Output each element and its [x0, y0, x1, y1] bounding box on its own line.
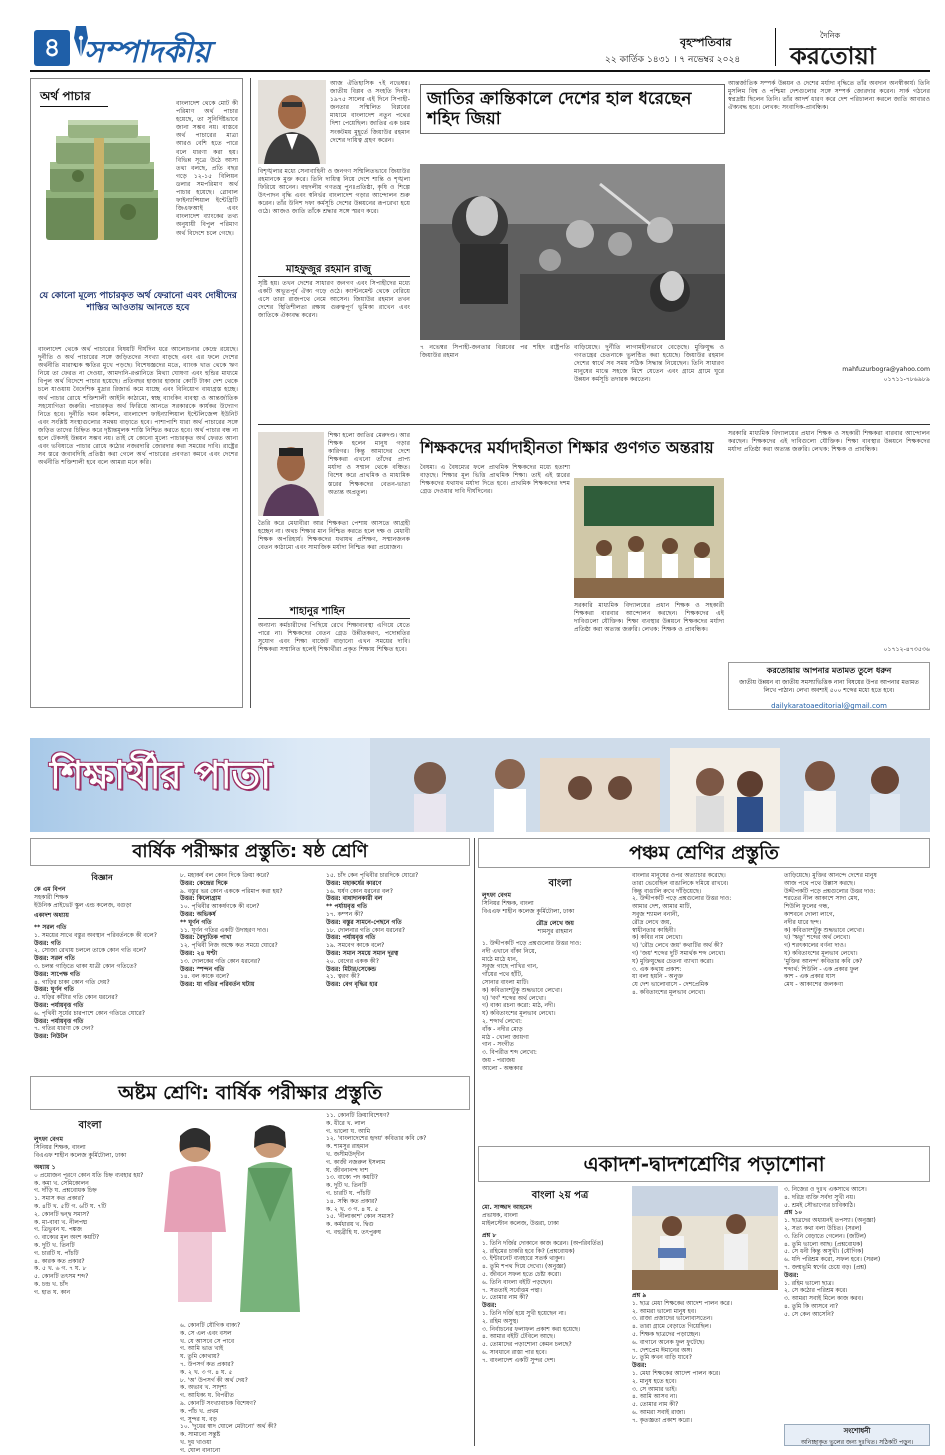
- editorial-pullquote: যে কোনো মূল্যে পাচারকৃত অর্থ ফেরানো এবং দোষীদের শাস্তির আওতায় আনতে হবে: [39, 291, 237, 313]
- qa-line: ৯. কোনটি সংখ্যাবাচক বিশেষণ?: [180, 1399, 257, 1407]
- students-reading-image: [632, 1186, 778, 1290]
- qa-line: উদ্দীপকটি পড়ে প্রশ্নগুলোর উত্তর দাও:: [784, 887, 876, 895]
- class5-poet: শামসুর রাহমান: [537, 927, 573, 935]
- qa-line: উত্তর: বাধাদানকারী বল: [326, 895, 383, 903]
- class6-heading: বার্ষিক পরীক্ষার প্রস্তুতি: ষষ্ঠ শ্রেণি: [30, 838, 470, 866]
- classroom-image: [574, 478, 724, 598]
- qa-line: ক) কবিতাংশটুকু শুদ্ধভাবে লেখো।: [482, 986, 563, 994]
- qa-line: ** ঘূর্ণন গতি: [180, 918, 212, 926]
- qa-line: ১. তিনি দর্জির দোকানে কাজ করেন। (অপরিবর্তিত): [482, 1239, 604, 1247]
- masthead-rule: [30, 70, 930, 72]
- qa-line: উত্তর: যা গতির পরিবর্তন ঘটায়: [180, 981, 255, 989]
- qa-line: ৭. উপসর্গ কত প্রকার?: [180, 1360, 234, 1368]
- qa-line: সবুজ শ্যামল বনানী,: [632, 910, 680, 918]
- ziaur-headline: জাতির ক্রান্তিকালে দেশের হাল ধরেছেন শহিদ জিয়া: [420, 84, 725, 134]
- ziaur-photo: [420, 164, 725, 340]
- qa-line: ১. ছাত্র মেধা শিক্ষকের আদেশ পালন করে।: [632, 1299, 732, 1307]
- qa-line: ৫. জীবনে সফল হতে চেষ্টা করো।: [482, 1270, 562, 1278]
- class5-subject: বাংলা: [548, 878, 572, 889]
- qa-line: ক. সে এল এবং বসল: [180, 1329, 232, 1337]
- weekday: বৃহস্পতিবার: [680, 36, 732, 49]
- qa-line: বাংলার মানুষের ওপর অত্যাচার করেছে।: [632, 872, 726, 879]
- qa-line: ১৮. দোলনার গতি কোন ধরনের?: [326, 926, 405, 934]
- qa-line: ক. মা-বাবা খ. নীলপদ্ম: [34, 1218, 88, 1226]
- class6-teacher-role: সহকারী শিক্ষক: [34, 893, 69, 901]
- class5-poem-title: রৌদ্র লেখে জয়: [536, 920, 574, 927]
- money-stack-image: [38, 112, 168, 248]
- qa-line: শিউলি ফুলের গন্ধ,: [784, 903, 830, 911]
- qa-line: ২. কোনটি দ্বন্দ্ব সমাস?: [34, 1210, 90, 1218]
- qa-line: ঘ) মুক্তিযুদ্ধের চেতনা ব্যাখ্যা করো।: [632, 957, 714, 965]
- qa-line: ৪. আমি আসব না।: [632, 1393, 678, 1401]
- class11-subject: বাংলা ২য় পত্র: [531, 1190, 589, 1201]
- qa-line: উত্তর:: [784, 1271, 799, 1279]
- qa-line: ৯. বস্তুর ভর কোন এককে পরিমাপ করা হয়?: [180, 887, 283, 895]
- class5-questions-col2: [632, 872, 778, 1140]
- qa-line: ২. মানুষ হতে হবে।: [632, 1377, 677, 1385]
- qa-line: মাঠ - খোলা জায়গা: [482, 1033, 529, 1041]
- qa-line: গ. দাঁড়ি ঘ. প্রশ্নবোধক চিহ্ন: [34, 1187, 97, 1195]
- class6-teacher-block: [34, 886, 174, 912]
- qa-line: ৭. গতির ধারণা কে দেন?: [34, 1025, 94, 1033]
- issue-date: ২২ কার্তিক ১৪৩১ । ৭ নভেম্বর ২০২৪: [605, 55, 741, 65]
- qa-line: উত্তর: বৈদ্যুতিক পাখা: [180, 934, 232, 942]
- qa-line: ক. কমা খ. সেমিকোলন: [34, 1179, 89, 1187]
- qa-line: ১১. কোনটি ক্রিয়াবিশেষণ?: [326, 1112, 390, 1119]
- qa-line: ৫. শ্রমই সৌভাগ্যের চাবিকাঠি।: [784, 1201, 856, 1209]
- byline-rule: [258, 618, 410, 619]
- class8-teacher-block: [34, 1136, 146, 1162]
- qa-line: ক. চন্দ্র খ. চাঁদ: [34, 1280, 68, 1288]
- qa-line: উত্তর: অভিকর্ষ: [180, 910, 216, 918]
- qa-line: ক. ২ খ. ৩ গ. ৪ ঘ. ৫: [326, 1205, 379, 1213]
- correction-box: [784, 1424, 930, 1446]
- qa-line: গ. আধিক্য ঘ. বিপরীত: [180, 1392, 234, 1400]
- qa-line: উত্তর: ২৪ ঘণ্টা: [180, 949, 218, 957]
- class8-subject: বাংলা: [78, 1120, 102, 1131]
- qa-line: ক. পাঁচ খ. প্রথম: [180, 1407, 219, 1415]
- qa-line: ক. সামান্যে সন্তুষ্ট: [180, 1431, 221, 1439]
- qa-line: ৬. বাগানে অনেক ফুল ফুটেছে।: [632, 1338, 705, 1346]
- qa-line: নদী এখানে বাঁকা নিয়ে,: [482, 947, 537, 955]
- teachers-intro: শিক্ষা হলো জাতির মেরুদণ্ড। আর শিক্ষক হলেন মানুষ গড়ার কারিগর। কিন্তু আমাদের দেশে শিক্ষকরা এখনো তাঁদের প্রাপ্য মর্যাদা ও সম্মান থেকে বঞ্চিত। বিশেষ করে প্রাথমিক ও মাধ্যমিক স্তরের শিক্ষকদের বেতন-ভাতা অত্যন্ত অপ্রতুল।: [328, 432, 410, 496]
- qa-line: ৩. আমরা সবাই মিলে কাজ করব।: [784, 1295, 864, 1303]
- qa-line: ক. কর্মধারয় খ. দ্বিগু: [326, 1221, 374, 1229]
- qa-line: গান - সংগীত: [482, 1041, 514, 1049]
- qa-line: ক. অভাব খ. সাদৃশ্য: [180, 1384, 227, 1392]
- class5-questions-col3: [784, 872, 930, 1140]
- qa-line: গ. চারটি ঘ. পাঁচটি: [34, 1249, 79, 1257]
- qa-line: ৪. কারক কত প্রকার?: [34, 1257, 85, 1265]
- qa-line: ৫. তোমাদের পড়াশোনা কেমন চলছে?: [482, 1341, 572, 1349]
- ziaur-intro: আজ ঐতিহাসিক ৭ই নভেম্বর। জাতীয় বিপ্লব ও সংহতি দিবস। ১৯৭৫ সালের এই দিনে সিপাহী-জনতার সম্মিলিত বিপ্লবের মাধ্যমে বাংলাদেশ নতুন পথের দিশা পেয়েছিল। জাতির এক চরম সংকটময় মুহূর্তে জিয়াউর রহমান দেশের দায়িত্ব গ্রহণ করেন।: [330, 80, 410, 144]
- qa-line: কিন্তু বাঙালি রুখে দাঁড়িয়েছে।: [632, 887, 702, 895]
- qa-line: ৬. কোনটি যৌগিক বাক্য?: [180, 1322, 241, 1329]
- class11-school: মাইলস্টোন কলেজ, উত্তরা, ঢাকা: [482, 1219, 559, 1227]
- class6-chapter: একাদশ অধ্যায়: [34, 912, 69, 919]
- class6-school: ইউনিক প্রাইভেট স্কুল এন্ড কলেজ, বগুড়া: [34, 901, 132, 909]
- qa-line: উত্তর: ঘূর্ণন গতি: [34, 986, 74, 994]
- qa-line: উত্তর: কেন্দ্রের দিকে: [180, 879, 228, 887]
- class5-heading: পঞ্চম শ্রেণির প্রস্তুতি: [478, 838, 930, 868]
- class5-teacher-block: [482, 892, 628, 918]
- paper-logo: করতোয়া: [790, 41, 876, 70]
- qa-line: খ. জসীমউদ্‌দীন: [326, 1150, 365, 1158]
- qa-line: গ. ভালো ঘ. আমি: [326, 1127, 371, 1135]
- qa-line: উত্তর: বস্তুর সামনে-পেছনে গতি: [326, 918, 402, 926]
- qa-line: ২. রহিম অসুস্থ।: [482, 1317, 519, 1325]
- qa-line: মেঘ - আকাশের জলকণা: [784, 981, 843, 989]
- author-portrait-shahin: [258, 432, 324, 516]
- classroom-photo: [574, 478, 724, 598]
- qa-line: ১. ছাত্রদের অধ্যয়নই তপস্যা। (অনুজ্ঞা): [784, 1217, 876, 1225]
- qa-line: ৪. তুমি ভালো আছ। (প্রশ্নবোধক): [784, 1240, 863, 1248]
- qa-line: ৭. কৃতজ্ঞতা প্রকাশ করো।: [632, 1416, 692, 1424]
- qa-line: ঘ. জীবনানন্দ দাশ: [326, 1166, 369, 1174]
- qa-line: আজ পথে পথে উল্লাস করছে।: [784, 879, 856, 887]
- qa-line: ১৭. কম্পন কী?: [326, 910, 364, 918]
- qa-line: ৭. সততাই সর্বোত্তম পন্থা।: [482, 1286, 542, 1294]
- qa-line: গ. আমি ভাত খাই: [180, 1345, 224, 1353]
- class5-questions-col1: [482, 940, 628, 1140]
- editorial-body: বাংলাদেশ থেকে অর্থ পাচারের বিষয়টি দীর্ঘদিন ধরে আলোচনার কেন্দ্রে রয়েছে। দুর্নীতি ও অর্থ পাচারের সঙ্গে জড়িতদের সংখ্যা বাড়ছে এবং এর ফলে দেশের অর্থনীতি মারাত্মক ক্ষতির মুখে পড়ছে। বিশেষজ্ঞদের মতে, ব্যাংক খাত থেকে ঋণ নিয়ে তা ফেরত না দেওয়া, আমদানি-রপ্তানিতে মিথ্যা ঘোষণা এবং হুন্ডির মাধ্যমে বিপুল অর্থ বিদেশে পাচার হয়েছে। প্রতিবছর হাজার হাজার কোটি টাকা দেশ থেকে চলে যাওয়ায় বৈদেশিক মুদ্রার রিজার্ভ কমে যাচ্ছে এবং বিনিয়োগ বাধাগ্রস্ত হচ্ছে। অর্থ পাচার রোধে শক্তিশালী আইনি কাঠামো, স্বচ্ছ ব্যাংকিং ব্যবস্থা ও আন্তর্জাতিক সহযোগিতা জরুরি। পাচারকৃত অর্থ ফিরিয়ে আনতে সরকারকে কার্যকর উদ্যোগ নিতে হবে। দুর্নীতি দমন কমিশন, বাংলাদেশ ফাইন্যান্সিয়াল ইন্টেলিজেন্স ইউনিট এবং সংশ্লিষ্ট সংস্থাগুলোর সমন্বয় বাড়াতে হবে। পাশাপাশি যারা অর্থ পাচারের সঙ্গে জড়িত তাদের চিহ্নিত করে দৃষ্টান্তমূলক শাস্তি নিশ্চিত করতে হবে। অর্থ পাচার বন্ধ না হলে টেকসই উন্নয়ন সম্ভব নয়। তাই যে কোনো মূল্যে পাচারকৃত অর্থ ফেরত আনা এবং ভবিষ্যতে পাচার রোধে কঠোর নজরদারি জোরদার করা সময়ের দাবি। রাষ্ট্রের সব স্তরে জবাবদিহি প্রতিষ্ঠা করা গেলে অর্থ পাচারের প্রবণতা কমবে এবং দেশের অর্থনীতি শক্তিশালী হবে বলে আমরা মনে করি।: [38, 346, 238, 467]
- qa-line: ঘ) কবিতাংশের মূলভাব লেখো।: [784, 949, 858, 957]
- qa-line: মাঠে মাঠে ধান,: [482, 955, 518, 963]
- qa-line: ৫. শিক্ষক ছাত্রদের পড়াচ্ছেন।: [632, 1330, 701, 1338]
- ziaur-col5: আন্তর্জাতিক সম্পর্ক উন্নয়ন ও দেশের মর্যাদা বৃদ্ধিতে তাঁর অবদান অনস্বীকার্য। তিনি মুসলিম বিশ্ব ও পশ্চিমা দেশগুলোর সঙ্গে সম্পর্ক জোরদার করেন। সার্ক গঠনের স্বপ্নদ্রষ্টা ছিলেন তিনি। তাঁর আদর্শ ধারণ করে দেশ পরিচালনা করলে জাতি আবারও ঐক্যবদ্ধ হবে। লেখক: সংবাদিক-প্রাবন্ধিক।: [728, 80, 930, 112]
- qa-line: ৭. দেশপ্রেম ঈমানের অঙ্গ।: [632, 1346, 693, 1354]
- qa-line: ৩. চলন্ত গাড়িতে থাকা যাত্রী কোন গতিতে?: [34, 962, 137, 970]
- qa-line: ঘ) কবিতাংশের মূলভাব লেখো।: [482, 1010, 556, 1018]
- class6-questions-col1: [34, 924, 174, 1064]
- column-rule: [474, 838, 475, 1446]
- qa-line: ৩. ইন্টারনেট ব্যবহারে সতর্ক থাকুন।: [482, 1255, 565, 1263]
- qa-line: উত্তর:: [632, 1362, 647, 1370]
- qa-line: ১. উদ্দীপকটি পড়ে প্রশ্নগুলোর উত্তর দাও:: [482, 940, 582, 947]
- qa-line: খ) 'ঋতু' শব্দের অর্থ লেখো।: [784, 934, 851, 942]
- qa-line: ১৬. ঘর্ষণ কোন ধরনের বল?: [326, 887, 393, 895]
- qa-line: তাড়িয়েছে। মুক্তির আনন্দে দেশের মানুষ: [784, 872, 877, 879]
- qa-line: গাঁয়ের পথে হাঁটি,: [482, 971, 523, 979]
- qa-line: খ) 'রৌদ্র লেখে জয়' কথাটির অর্থ কী?: [632, 942, 723, 950]
- qa-line: কাশবনে দোলা লাগে,: [784, 910, 835, 918]
- qa-line: ১২. পৃথিবী নিজ অক্ষে কত সময়ে ঘোরে?: [180, 942, 278, 950]
- qa-line: ৮. 'অ' উপসর্গ কী অর্থ দেয়?: [180, 1376, 248, 1384]
- section-title: সম্পাদকীয়: [84, 35, 211, 70]
- qa-line: গ) 'জয়' শব্দের দুটি সমার্থক শব্দ লেখো।: [632, 949, 726, 957]
- qa-line: তারা ভেবেছিল বাঙালিকে দমিয়ে রাখবে।: [632, 879, 729, 887]
- contact-email[interactable]: dailykaratoaeditorial@gmail.com: [771, 702, 887, 710]
- qa-line: ৩. রাজা প্রজাদের ভালোবাসতেন।: [632, 1315, 713, 1323]
- qa-line: ৩. সে আমার ভাই।: [632, 1385, 677, 1393]
- qa-line: কাশ - এক প্রকার ঘাস: [784, 973, 836, 981]
- qa-line: ক) কবিতাংশটুকু শুদ্ধভাবে লেখো।: [784, 926, 865, 934]
- teachers-byline: শাহানুর শাহিন: [290, 606, 345, 617]
- qa-line: ৬. পৃথিবী সূর্যের চারপাশে কোন গতিতে ঘোরে?: [34, 1009, 145, 1017]
- qa-line: ৩. এক কথায় প্রকাশ:: [632, 965, 682, 973]
- qa-line: ঘ. তুমি কোথায়?: [180, 1353, 220, 1361]
- qa-line: প্রশ্ন ৯: [632, 1292, 647, 1299]
- qa-line: ৩. নির্বাচনের ফলাফল প্রকাশ করা হয়েছে।: [482, 1325, 581, 1333]
- qa-line: ৬. আমরা সবাই রাজা।: [632, 1408, 686, 1416]
- qa-line: ১০. পৃথিবীর আকর্ষণকে কী বলে?: [180, 903, 260, 911]
- qa-line: ৩. বাক্যের মূল অংশ কয়টি?: [34, 1234, 100, 1242]
- qa-line: উত্তর: সমান সময়ে সমান দূরত্ব: [326, 949, 399, 957]
- class5-poem-block: [482, 920, 628, 938]
- qa-line: ৮. মহাকর্ষ বল কোন দিকে ক্রিয়া করে?: [180, 872, 270, 879]
- qa-line: ৭. জন্মভূমি স্বর্গের চেয়ে বড়। (প্রশ্ন): [784, 1263, 867, 1271]
- qa-line: ৫. তোমার নাম কী?: [632, 1401, 679, 1409]
- qa-line: ৬. সাবধানে রাস্তা পার হবে।: [482, 1348, 547, 1356]
- class8-teacher-role: সিনিয়র শিক্ষক, বাংলা: [34, 1143, 86, 1151]
- class5-teacher: লুৎফা বেগম: [482, 892, 511, 899]
- class11-questions-col3: [784, 1186, 930, 1422]
- correction-text: অনিচ্ছাকৃত ভুলের জন্য দুঃখিত। সঠিকটি পড়ুন।: [800, 1439, 914, 1446]
- class6-questions-col2: [180, 872, 320, 1072]
- paper-prefix: দৈনিক: [820, 31, 841, 40]
- ziaur-col4: বাড়িয়েছে। দুর্নীতি লাগামহীনভাবে বেড়েছে। মুক্তিযুদ্ধ ও গণতন্ত্রের চেতনাকে ভুলণ্ঠিত করা হয়েছে। জিয়াউর রহমান দেশের স্বার্থে সব সময় সঠিক সিদ্ধান্ত নিয়েছেন। তিনি সাধারণ মানুষের মাঝে সহজে মিশে যেতেন এবং গ্রামে গ্রামে ঘুরে উন্নয়ন কর্মসূচি তদারক করতেন।: [574, 344, 724, 384]
- correction-title: সংশোধনী: [843, 1427, 871, 1435]
- qa-line: ক. দুটি খ. তিনটি: [34, 1241, 75, 1249]
- qa-line: রৌদ্র লেখে জয়,: [632, 918, 672, 926]
- portrait-image: [258, 80, 326, 164]
- student-page-title: শিক্ষার্থীর পাতা: [50, 752, 272, 797]
- qa-line: উত্তর: সরল গতি: [34, 955, 75, 963]
- class11-heading: একাদশ-দ্বাদশশ্রেণির পড়াশোনা: [478, 1146, 930, 1182]
- masthead-divider: [775, 28, 776, 66]
- qa-line: উত্তর: পর্যায়বৃত্ত গতি: [34, 1001, 84, 1009]
- contact-title: করতোয়ায় আপনার মতামত তুলে ধরুন: [766, 666, 892, 675]
- teachers-phone: ০১৭১২-৪৭৩৫৩৬: [883, 646, 930, 653]
- qa-line: ৮. তোমার নাম কী?: [482, 1294, 529, 1302]
- qa-line: ১২. 'বাংলাদেশের হৃদয়' কবিতার কবি কে?: [326, 1135, 427, 1143]
- qa-line: ২. সত্য কথা বলা উচিত। (সরল): [784, 1224, 862, 1232]
- student-page-banner: [30, 738, 930, 832]
- editorial-side-text: বাংলাদেশ থেকে মোট কী পরিমাণ অর্থ পাচার হয়েছে, তা সুনির্দিষ্টভাবে জানা সম্ভব নয়। বাস্তবে অর্থ পাচারের মাত্রা আরও বেশি হতে পারে বলে ধারণা করা হয়। বিভিন্ন সূত্রে উঠে আসা তথ্য বলছে, প্রতি বছর গড়ে ১২-১৫ বিলিয়ন ডলার সমপরিমাণ অর্থ পাচার হয়েছে। গ্লোবাল ফাইন্যান্সিয়াল ইন্টেগ্রিটি জিএফআই এবং বাংলাদেশ ব্যাংকের তথ্য অনুযায়ী বিপুল পরিমাণ অর্থ বিদেশে চলে গেছে।: [176, 100, 238, 237]
- qa-line: ক. দুটি খ. তিনটি: [326, 1182, 367, 1190]
- ziaur-email: mahfuzurbogra@yahoo.com: [842, 366, 930, 373]
- qa-line: ৬. তিনি বাংলা বইটি পড়ছেন।: [482, 1278, 553, 1286]
- qa-line: ১৯. সমবেগ কাকে বলে?: [326, 942, 385, 950]
- qa-line: যে দেশ ভালোবাসে - দেশপ্রেমিক: [632, 981, 709, 989]
- qa-line: শরতের নীল আকাশে সাদা মেঘ,: [784, 895, 860, 903]
- qa-line: ক) কবির নাম লেখো।: [632, 934, 683, 942]
- qa-line: ১. তিনি দর্জি হয়ে সুখী হয়েছেন না।: [482, 1309, 566, 1317]
- qa-line: উত্তর: পর্যায়বৃত্ত গতি: [34, 1017, 84, 1025]
- qa-line: ২. শব্দার্থ লেখো:: [482, 1017, 523, 1025]
- qa-line: উত্তর: স্পন্দন গতি: [180, 965, 225, 973]
- qa-line: গ. বহুব্রীহি ঘ. তৎপুরুষ: [326, 1228, 381, 1236]
- page-number-badge: ৪: [34, 30, 70, 66]
- qa-line: প্রশ্ন ১০: [784, 1209, 803, 1217]
- qa-line: অধ্যায় ১: [34, 1164, 56, 1171]
- class11-teacher-role: প্রভাষক, বাংলা: [482, 1211, 518, 1219]
- qa-line: ১১. ঘূর্ণন গতির একটি উদাহরণ দাও।: [180, 926, 269, 934]
- qa-line: ১৪. সন্ধি কত প্রকার?: [326, 1197, 378, 1205]
- qa-line: ৬. যদি পরিশ্রম করো, সফল হবে। (সরল): [784, 1256, 881, 1264]
- editorial-title: অর্থ পাচার: [40, 89, 91, 103]
- qa-line: গ) বাক্য রচনা করো: মাঠ, নদী।: [482, 1002, 556, 1010]
- qa-line: গ. হাত ঘ. কান: [34, 1288, 71, 1296]
- qa-line: উত্তর: কিলোগ্রাম: [180, 895, 221, 903]
- qa-line: ৫. কোনটি তৎসম শব্দ?: [34, 1273, 89, 1281]
- ziaur-phone: ০১৭১১-৭৮৬৯৮৯: [883, 376, 930, 383]
- qa-line: যা বলা হয়নি - অনুক্ত: [632, 973, 684, 981]
- class11-teacher-block: [482, 1204, 628, 1230]
- qa-line: গ. চারটি ঘ. পাঁচটি: [326, 1189, 371, 1197]
- qa-line: ৫. সে ধনী কিন্তু অসুখী। (যৌগিক): [784, 1248, 864, 1256]
- class6-questions-col3: [326, 872, 466, 1072]
- teachers-col4: বৈষম্য। এ বৈষম্যের ফলে প্রাথমিক শিক্ষকদের মধ্যে হতাশা বাড়ছে। শিক্ষার মূল ভিত্তি প্রাথমিক শিক্ষা। তাই এই স্তরের শিক্ষকদের যথাযথ মর্যাদা দিতে হবে। প্রাথমিক শিক্ষকদের দশম গ্রেড দেওয়ার দাবি দীর্ঘদিনের।: [420, 464, 570, 496]
- students-collage-image: [370, 738, 930, 832]
- qa-line: ৮. তুমি কখন বাড়ি যাবে?: [632, 1354, 692, 1362]
- teachers-col3: অন্যান্য কর্মচারীদের পিছিয়ে রেখে শিক্ষাব্যবস্থা এগিয়ে যেতে পারে না। শিক্ষকদের বেতন গ্রেড উন্নীতকরণ, পদোন্নতির সুযোগ এবং শিক্ষা বাজেট বাড়ানো এখন সময়ের দাবি। শিক্ষকরা সম্মানিত হলেই শিক্ষার্থীরা প্রকৃত শিক্ষায় শিক্ষিত হবে।: [258, 622, 410, 654]
- qa-line: ২১. ত্বরণ কী?: [326, 973, 360, 981]
- opinion-contact-box: [728, 662, 930, 710]
- qa-line: ১. রহিম ভালো ছাত্র।: [784, 1279, 834, 1287]
- qa-line: ৪. দরিদ্র ব্যক্তি সর্বদা সুখী নয়।: [784, 1193, 856, 1201]
- qa-line: ১৪. বল কাকে বলে?: [180, 973, 230, 981]
- qa-line: উত্তর: নিউটন: [34, 1033, 68, 1041]
- class8-questions-col2: [180, 1322, 320, 1454]
- qa-line: উত্তর: মহাকর্ষের কারণে: [326, 879, 382, 887]
- class11-questions-col1: [482, 1232, 628, 1446]
- teachers-intro-cont: তৈরি করে মেধাবীরা আর শিক্ষকতা পেশায় আসতে আগ্রহী হচ্ছেন না। অথচ শিক্ষার মান নিশ্চিত করতে হলে দক্ষ ও মেধাবী শিক্ষক অপরিহার্য। শিক্ষকদের যথাযথ প্রশিক্ষণ, সম্মানজনক বেতন কাঠামো এবং সামাজিক মর্যাদা নিশ্চিত করা প্রয়োজন।: [258, 520, 410, 552]
- qa-line: ক. ধীরে খ. লাল: [326, 1119, 366, 1127]
- qa-line: ১৫. 'নীলাকাশ' কোন সমাস?: [326, 1213, 394, 1221]
- qa-line: ৪. তুমি শপথ দিয়ে দেখো। (অনুজ্ঞা): [482, 1263, 566, 1271]
- qa-line: ৪. তুমি কি আসবে না?: [784, 1302, 839, 1310]
- qa-line: ** পর্যায়বৃত্ত গতি: [326, 903, 368, 911]
- teachers-col5: সরকারি মাধ্যমিক বিদ্যালয়ের প্রধান শিক্ষক ও সহকারী শিক্ষকরা বারবার আন্দোলন করছেন। শিক্ষকদের এই দাবিগুলো যৌক্তিক। শিক্ষা ব্যবস্থার উন্নয়নে শিক্ষকদের মর্যাদা প্রতিষ্ঠা করা অত্যন্ত জরুরি। লেখক: শিক্ষক ও প্রাবন্ধিক।: [574, 602, 724, 634]
- teachers-col6: সরকারি মাধ্যমিক বিদ্যালয়ের প্রধান শিক্ষক ও সহকারী শিক্ষকরা বারবার আন্দোলন করছেন। শিক্ষকদের এই দাবিগুলো যৌক্তিক। শিক্ষা ব্যবস্থার উন্নয়নে শিক্ষকদের মর্যাদা প্রতিষ্ঠা করা অত্যন্ত জরুরি। লেখক: শিক্ষক ও প্রাবন্ধিক।: [728, 430, 930, 454]
- qa-line: ৪. কবিতাংশের মূলভাব লেখো।: [632, 988, 706, 996]
- masthead: [0, 0, 945, 74]
- class8-school: বিএএফ শাহীন কলেজ কুর্মিটোলা, ঢাকা: [34, 1151, 127, 1159]
- class11-teacher: মো. সাজ্জাদ আহমেদ: [482, 1204, 532, 1211]
- qa-line: 'মুক্তির আনন্দ' কবিতার কবি কে?: [784, 957, 863, 965]
- qa-line: ১. মেধা শিক্ষকের আদেশ পালন করে।: [632, 1369, 721, 1377]
- qa-line: খ) 'বর্ণ' শব্দের অর্থ লেখো।: [482, 994, 546, 1002]
- qa-line: আমার দেশ, আমার মাটি,: [632, 903, 692, 911]
- qa-line: ৩. নিজের ও দুঃখ একসাথে আসে।: [784, 1186, 867, 1193]
- ziaur-col2: বিশৃঙ্খলার মধ্যে সেনাবাহিনী ও জনগণ সম্মিলিতভাবে জিয়াউর রহমানকে মুক্ত করে। তিনি দায়িত্ব নিয়ে দেশে শান্তি ও শৃঙ্খলা ফিরিয়ে আনেন। বহুদলীয় গণতন্ত্র পুনঃপ্রতিষ্ঠা, কৃষি ও শিল্পে উৎপাদন বৃদ্ধি এবং স্বনির্ভর বাংলাদেশ গড়ার আন্দোলন শুরু করেন। তাঁর উনিশ দফা কর্মসূচি দেশের উন্নয়নের রূপরেখা হয়ে ওঠে। আজও জাতি তাঁকে শ্রদ্ধার সঙ্গে স্মরণ করে।: [258, 168, 410, 216]
- qa-line: উত্তর: গতি: [34, 939, 61, 947]
- qa-line: ১৩. দোলকের গতি কোন ধরনের?: [180, 957, 261, 965]
- qa-line: ৫. ঘড়ির কাঁটার গতি কোন ধরনের?: [34, 994, 118, 1002]
- qa-line: নদীর ধারে ছন্দ।: [784, 918, 821, 926]
- qa-line: ১৫. চাঁদ কেন পৃথিবীর চারদিকে ঘোরে?: [326, 872, 419, 879]
- qa-line: উত্তর: পর্যায়বৃত্ত গতি: [326, 934, 376, 942]
- class8-heading: অষ্টম শ্রেণি: বার্ষিক পরীক্ষার প্রস্তুতি: [30, 1076, 470, 1110]
- qa-line: উত্তর:: [482, 1302, 497, 1310]
- qa-line: ০ প্রয়োজন পূরণে কোন যতি চিহ্ন ব্যবহার হয়?: [34, 1171, 144, 1179]
- qa-line: সবুজ গাছে পাখির গান,: [482, 963, 539, 971]
- author-portrait-mahfuz: [258, 80, 326, 164]
- qa-line: ৪. গাড়ির চাকা কোন গতি দেয়?: [34, 978, 110, 986]
- qa-line: গ. কাজী নজরুল ইসলাম: [326, 1158, 386, 1166]
- qa-line: ৫. সে কেন আসেনি?: [784, 1310, 834, 1318]
- qa-line: গ) শরৎকালের বর্ণনা দাও।: [784, 942, 846, 950]
- qa-line: ১৩. বাক্যে পদ কয়টি?: [326, 1174, 378, 1182]
- qa-line: খ. যে আসবে সে পাবে: [180, 1337, 235, 1345]
- ziaur-col3: সৃষ্টি হয়। তখন দেশের সাধারণ জনগণ এবং সিপাহীদের মধ্যে একটি অভূতপূর্ব ঐক্য গড়ে ওঠে। ক্যান্টনমেন্ট থেকে বেরিয়ে এসে তারা রাজপথে নেমে আসেন। জিয়াউর রহমান তখন দেশের স্থিতিশীলতা রক্ষায় গুরুত্বপূর্ণ ভূমিকা রাখেন এবং জাতিকে ঐক্যবদ্ধ করেন।: [258, 280, 410, 320]
- contact-text: জাতীয় উন্নয়ন বা জাতীয় সমস্যাভিত্তিক নানা বিষয়ের উপর আপনার মতামত লিখে পাঠান। লেখা অবশ্যই ৫০০ শব্দের মধ্যে হতে হবে।: [739, 679, 919, 694]
- class11-questions-col2: [632, 1292, 778, 1446]
- qa-line: ক. শামসুর রাহমান: [326, 1143, 369, 1151]
- teachers-headline: শিক্ষকদের মর্যাদাহীনতা শিক্ষার গুণগত অন্তরায়: [420, 438, 714, 457]
- qa-line: ৭. বাংলাদেশ একটি সুন্দর দেশ।: [482, 1356, 556, 1364]
- qa-line: শব্দার্থ: শিউলি - এক প্রকার ফুল: [784, 965, 859, 973]
- class6-teacher: কে এম বিপন: [34, 886, 66, 893]
- qa-line: ৪. তারা গ্রামে বেড়াতে গিয়েছিল।: [632, 1323, 711, 1331]
- qa-line: জয় - পরাজয়: [482, 1056, 515, 1064]
- qa-line: ক. ৫ খ. ৬ গ. ৭ ঘ. ৮: [34, 1265, 87, 1273]
- byline-rule: [258, 276, 410, 277]
- class5-school: বিএএফ শাহীন কলেজ কুর্মিটোলা, ঢাকা: [482, 907, 575, 915]
- qa-line: আলো - অন্ধকার: [482, 1064, 523, 1072]
- historic-photo: [420, 164, 725, 340]
- class5-teacher-role: সিনিয়র শিক্ষক, বাংলা: [482, 899, 534, 907]
- qa-line: ২. আমরা ভালো মানুষ হব।: [632, 1307, 697, 1315]
- qa-line: ক. ২ খ. ৩ গ. ৪ ঘ. ৫: [180, 1368, 233, 1376]
- qa-line: ২. উদ্দীপকটি পড়ে প্রশ্নগুলোর উত্তর দাও:: [632, 895, 732, 903]
- qa-line: ২. সোজা রেখায় চললে তাকে কোন গতি বলে?: [34, 947, 147, 955]
- ziaur-byline: মাহফুজুর রহমান রাজু: [286, 264, 371, 275]
- class8-questions-col1: [34, 1164, 146, 1446]
- qa-line: স্বাধীনতার কাহিনী।: [632, 926, 676, 934]
- column-rule: [250, 78, 251, 708]
- qa-line: ১. সমাস কত প্রকার?: [34, 1195, 85, 1203]
- qa-line: ২. সে কঠোর পরিশ্রম করে।: [784, 1287, 848, 1295]
- qa-line: ৩. বিপরীত শব্দ লেখো:: [482, 1049, 537, 1057]
- portrait-image: [258, 432, 324, 516]
- qa-line: বাঁক - নদীর মোড়: [482, 1025, 523, 1033]
- qa-line: উত্তর: সাপেক্ষ গতি: [34, 970, 81, 978]
- qa-line: ** সরল গতি: [34, 924, 67, 931]
- qa-line: সোনার বাংলা মাটি।: [482, 978, 529, 986]
- qa-line: গ. ত্রিভুবন ঘ. পঙ্কজ: [34, 1226, 82, 1234]
- ziaur-caption: ৭ নভেম্বর সিপাহী-জনতার বিপ্লবের পর শহিদ রাষ্ট্রপতি জিয়াউর রহমান: [420, 344, 570, 360]
- article-divider: [258, 424, 930, 425]
- qa-line: ২০. বেগের একক কী?: [326, 957, 379, 965]
- qa-line: ৩. তিনি বেড়াতে গেলেন। (জটিল): [784, 1232, 867, 1240]
- class8-questions-col3: [326, 1112, 466, 1446]
- women-illustration: [150, 1112, 320, 1320]
- qa-line: ১০. 'দুধের স্বাদ ঘোলে মেটানো' অর্থ কী?: [180, 1423, 277, 1431]
- qa-line: খ. দুধ খাওয়া: [180, 1438, 212, 1446]
- editorial-title-underline: [40, 106, 108, 107]
- qa-line: ৪. আমার বইটি টেবিলে আছে।: [482, 1333, 556, 1341]
- qa-line: উত্তর: মিটার/সেকেন্ড: [326, 965, 377, 973]
- qa-line: উত্তর: বেগ বৃদ্ধির হার: [326, 981, 378, 989]
- class8-teacher: লুৎফা বেগম: [34, 1136, 63, 1143]
- qa-line: ক. ৪টি খ. ৫টি গ. ৬টি ঘ. ৭টি: [34, 1202, 107, 1210]
- qa-line: প্রশ্ন ৮: [482, 1232, 497, 1239]
- qa-line: গ. ঘোল বানানো: [180, 1446, 221, 1454]
- class6-subject: বিজ্ঞান: [91, 873, 113, 882]
- qa-line: ২. রহিমের চাকরি হবে কি? (প্রশ্নবোধক): [482, 1247, 575, 1255]
- qa-line: গ. সুন্দর ঘ. বড়: [180, 1415, 217, 1423]
- qa-line: ১. সময়ের সাথে বস্তুর অবস্থান পরিবর্তনকে কী বলে?: [34, 931, 157, 939]
